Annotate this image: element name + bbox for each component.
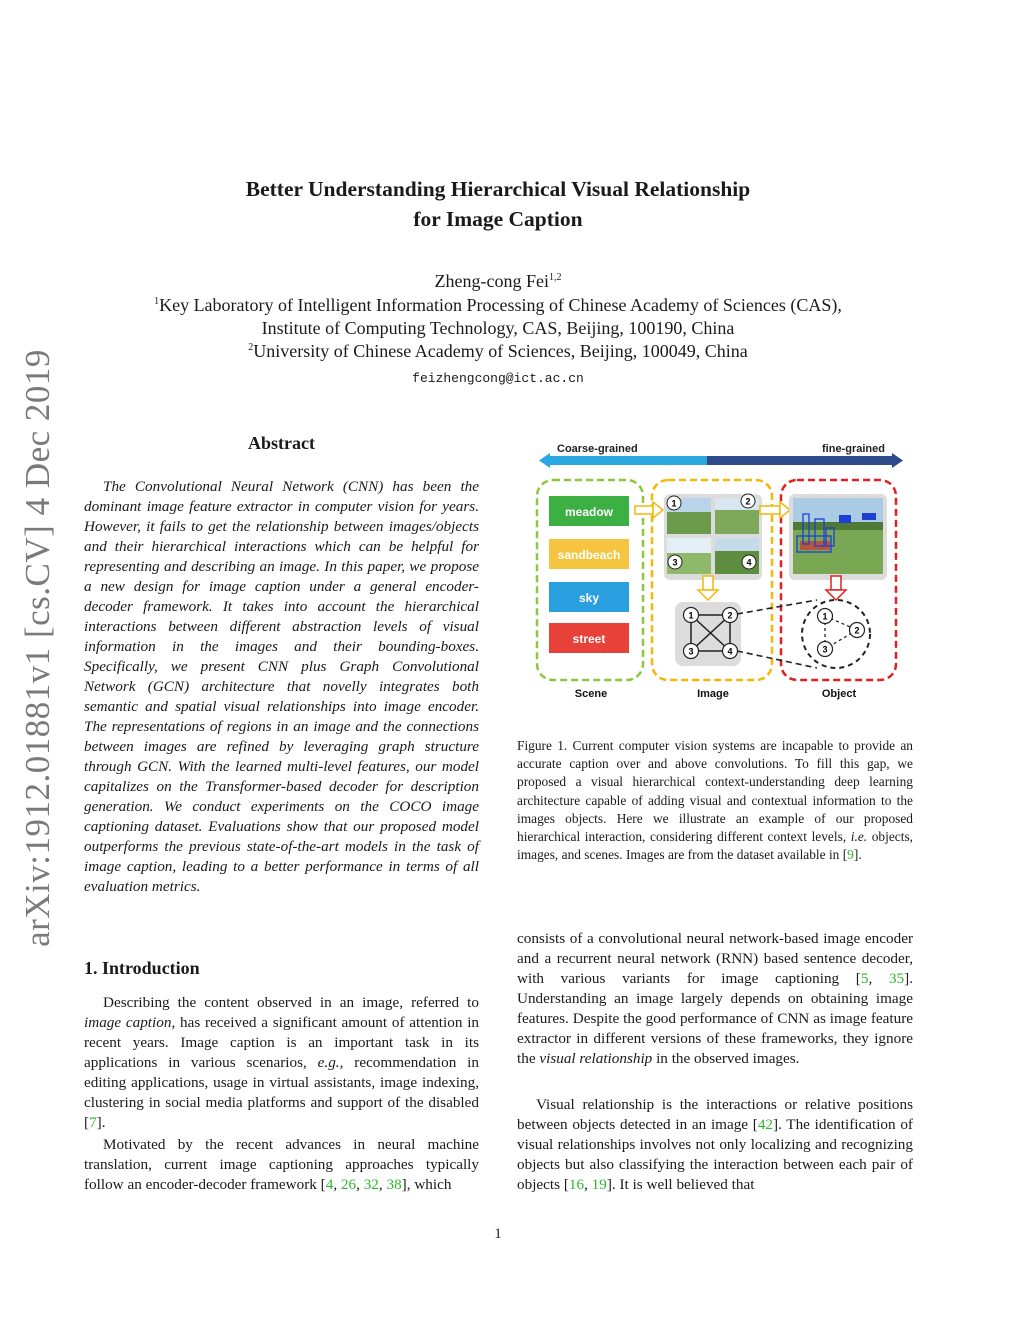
text-run-italic: i.e. xyxy=(850,829,868,845)
citation-link[interactable]: 19 xyxy=(591,1176,607,1193)
granularity-arrow xyxy=(539,453,903,468)
title-line-2: for Image Caption xyxy=(413,207,583,231)
abstract-body: The Convolutional Neural Network (CNN) has been the dominant image feature extractor in computer vision for years. However, it fails to get the relationship between images/objects and their hierarchical interactions which can be helpful for representing and describing an image. In this paper, we propose a new design for image caption under a general encoder-decoder framework. It takes into account the hierarchical interactions between different abstraction levels of visual information in the images and their bounding-boxes. Specifically, we present CNN plus Graph Convolutional Network (GCN) architecture that novelly integrates both semantic and spatial visual relationships into image encoder. The representations of regions in an image and the connections between images are refined by leveraging graph structure through GCN. With the learned multi-level features, our model capitalizes on the Transformer-based decoder for description generation. We conduct experiments on the COCO image captioning dataset. Evaluations show that our proposed model outperforms the previous state-of-the-art models in the task of image caption, leading to a better performance in terms of all evaluation metrics. xyxy=(84,478,479,895)
text-run: ], which xyxy=(401,1176,452,1193)
text-run: in the observed images. xyxy=(652,1050,800,1067)
citation-link[interactable]: 7 xyxy=(89,1114,97,1131)
node-label: 1 xyxy=(671,498,677,509)
text-run: ]. It is well believed that xyxy=(606,1176,755,1193)
node-label: 3 xyxy=(822,644,828,655)
affiliation-1b: Institute of Computing Technology, CAS, Beijing, 100190, China xyxy=(261,318,735,338)
right-paragraph-1 xyxy=(517,929,913,1069)
node-label: 1 xyxy=(688,610,694,621)
citation-link[interactable]: 42 xyxy=(757,1116,774,1133)
arxiv-identifier: arXiv:1912.01881v1 [cs.CV] 4 Dec 2019 xyxy=(18,349,57,947)
intro-paragraph-2 xyxy=(84,1135,479,1195)
node-label: 4 xyxy=(727,646,733,657)
affiliation-2 xyxy=(0,340,996,363)
scene-label: sandbeach xyxy=(557,548,621,562)
citation-link[interactable]: 5 xyxy=(860,970,869,987)
node-label: 4 xyxy=(746,557,752,568)
citation-link[interactable]: 38 xyxy=(386,1176,402,1193)
affiliation-2-mark: 2 xyxy=(248,342,254,353)
node-label: 2 xyxy=(745,496,751,507)
text-run: , recommendation in editing applications, usage in virtual assistants, image indexing, clustering in social media platforms and support of the disabled [ xyxy=(84,1054,479,1131)
separator: , xyxy=(868,970,889,987)
text-run-italic: image caption xyxy=(84,1014,172,1031)
citation-link[interactable]: 9 xyxy=(847,847,854,863)
citation-link[interactable]: 32 xyxy=(363,1176,379,1193)
separator: , xyxy=(584,1176,592,1193)
figure-1-caption xyxy=(517,737,913,864)
figure-1-diagram xyxy=(517,436,913,710)
affiliation-1-mark: 1 xyxy=(154,296,160,307)
text-run: objects, images, and scenes. Images are from the dataset available in [ xyxy=(517,829,914,863)
scene-label: sky xyxy=(578,591,600,605)
text-run: Motivated by the recent advances in neural machine translation, current image captioning approaches typically follow an encoder-decoder framework [ xyxy=(84,1136,479,1193)
column-label-scene: Scene xyxy=(574,688,608,700)
text-run: consists of a convolutional neural network-based image encoder and a recurrent neural network (RNN) based sentence decoder, with various variants for image captioning [ xyxy=(517,930,913,987)
author-email[interactable]: feizhengcong@ict.ac.cn xyxy=(412,371,584,386)
arrow-scene-to-image xyxy=(635,502,663,518)
text-run: ]. xyxy=(853,847,862,863)
zoom-connector-lines xyxy=(737,600,817,668)
abstract-heading: Abstract xyxy=(248,433,315,453)
separator: , xyxy=(356,1176,364,1193)
text-run-italic: visual relationship xyxy=(539,1050,653,1067)
scene-label: street xyxy=(572,632,606,646)
text-run: ]. The identification of visual relationships involves not only localizing and recognizing objects but also classifying the interaction between each pair of objects [ xyxy=(517,1116,913,1193)
affiliation-1 xyxy=(0,294,996,317)
column-label-object: Object xyxy=(821,688,857,700)
fine-grained-label: fine-grained xyxy=(822,443,885,455)
node-label: 3 xyxy=(688,646,694,657)
text-run: ]. Understanding an image largely depends on obtaining image features. Despite the good performance of CNN as image feature extractor in different versions of these frameworks, they ignore the xyxy=(517,970,913,1067)
citation-link[interactable]: 4 xyxy=(325,1176,334,1193)
author-line xyxy=(0,270,996,293)
introduction-heading: 1. Introduction xyxy=(84,958,200,978)
object-graph xyxy=(802,600,870,668)
text-run: , has received a significant amount of attention in recent years. Image caption is an important task in its applications in various scenarios, xyxy=(84,1014,480,1071)
scene-item-meadow xyxy=(549,496,629,526)
affiliation-2-text: University of Chinese Academy of Sciences, Beijing, 100049, China xyxy=(253,341,748,361)
citation-link[interactable]: 26 xyxy=(340,1176,357,1193)
arrow-image-to-object xyxy=(760,502,790,518)
text-run: Figure 1. Current computer vision systems are incapable to provide an accurate caption over and above convolutions. To fill this gap, we proposed a visual hierarchical context-understanding deep learning architecture capable of adding visual and contextual information to the images objects. Here we illustrate an example of our proposed hierarchical interaction, considering different context levels, xyxy=(517,738,913,845)
node-label: 2 xyxy=(854,625,860,636)
affiliation-1-text: Key Laboratory of Intelligent Information Processing of Chinese Academy of Sciences (CAS), xyxy=(159,295,842,315)
scene-item-street xyxy=(549,623,629,653)
author-name: Zheng-cong Fei xyxy=(434,271,549,291)
intro-paragraph-1 xyxy=(84,993,479,1133)
citation-link[interactable]: 16 xyxy=(568,1176,585,1193)
separator: , xyxy=(333,1176,341,1193)
text-run: Visual relationship is the interactions or relative positions between objects detected in an image [ xyxy=(517,1096,913,1133)
scene-item-sky xyxy=(549,582,629,612)
title-line-1: Better Understanding Hierarchical Visual Relationship xyxy=(245,177,751,201)
text-run: ]. xyxy=(96,1114,106,1131)
node-label: 3 xyxy=(672,557,678,568)
citation-link[interactable]: 35 xyxy=(888,970,905,987)
node-label: 2 xyxy=(727,610,733,621)
node-label: 1 xyxy=(822,611,828,622)
right-paragraph-2 xyxy=(517,1095,913,1195)
column-label-image: Image xyxy=(697,688,729,700)
coarse-grained-label: Coarse-grained xyxy=(557,443,638,455)
page-number: 1 xyxy=(494,1226,502,1242)
scene-item-sandbeach xyxy=(549,539,629,569)
object-photo xyxy=(793,498,883,574)
text-run: Describing the content observed in an image, referred to xyxy=(103,994,479,1011)
author-affiliation-marks: 1,2 xyxy=(548,272,562,283)
scene-label: meadow xyxy=(564,505,614,519)
paper-title xyxy=(0,174,996,234)
text-run-italic: e.g. xyxy=(317,1054,340,1071)
separator: , xyxy=(378,1176,387,1193)
